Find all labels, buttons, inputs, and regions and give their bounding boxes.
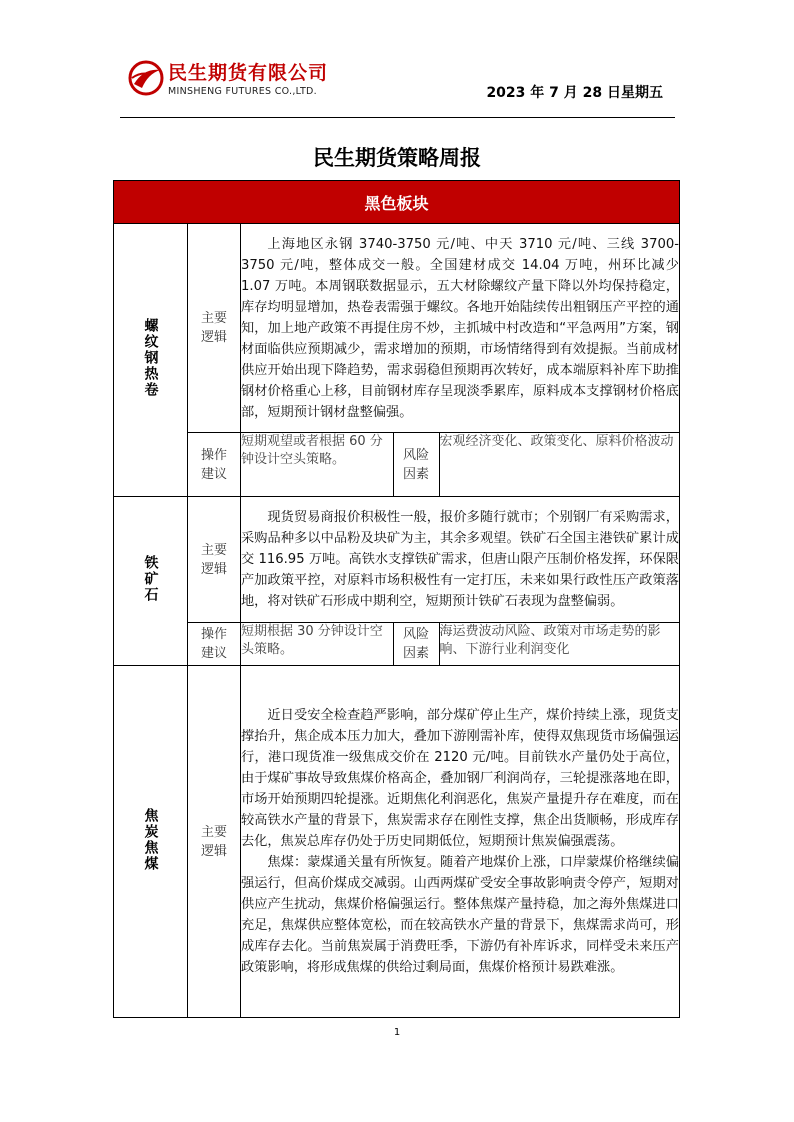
- company-name-cn: 民生期货有限公司: [168, 62, 329, 84]
- risk-text: 海运费波动风险、政策对市场走势的影响、下游行业利润变化: [439, 623, 679, 665]
- section-banner: 黑色板块: [114, 181, 680, 224]
- op-risk-row: [241, 623, 679, 665]
- risk-label: 风险因素: [393, 623, 439, 665]
- company-logo: [128, 58, 368, 102]
- page-number: 1: [393, 1027, 401, 1038]
- company-name-en: MINSHENG FUTURES CO.,LTD.: [168, 86, 317, 97]
- main-logic-label: 主要逻辑: [188, 497, 241, 623]
- op-risk-row: [241, 433, 679, 496]
- header-divider: [120, 117, 675, 118]
- main-logic-label: 主要逻辑: [188, 666, 241, 1018]
- product-name: 螺纹钢热卷: [142, 318, 159, 398]
- swoosh-logo-icon: [128, 60, 164, 96]
- operation-text: 短期根据 30 分钟设计空头策略。: [241, 624, 383, 657]
- report-title: 民生期货策略周报: [313, 146, 481, 170]
- main-logic-label: 主要逻辑: [188, 224, 241, 433]
- product-name: 焦炭焦煤: [142, 807, 159, 872]
- strategy-table: [113, 180, 680, 1018]
- product-name: 铁矿石: [142, 555, 159, 603]
- risk-text: 宏观经济变化、政策变化、原料价格波动: [439, 433, 679, 496]
- report-date: 2023 年 7 月 28 日星期五: [486, 85, 663, 101]
- product-cell-ore: [114, 497, 188, 666]
- operation-text: 短期观望或者根据 60 分钟设计空头策略。: [241, 434, 383, 467]
- product-cell-steel: [114, 224, 188, 497]
- product-cell-coke: [114, 666, 188, 1018]
- operation-label: 操作建议: [188, 433, 241, 497]
- main-logic-text: 近日受安全检查趋严影响，部分煤矿停止生产，煤价持续上涨，现货支撑抬升，焦企成本压力加大，叠加下游刚需补库，使得双焦现货市场偏强运行，港口现货准一级焦成交价在 2120 元/吨。目前铁水产量仍处于高位，由于煤矿事故导致焦煤价格高企，叠加钢厂利润尚存，三轮提涨落地在即，市场开始预期四轮提涨。近期焦化利润恶化，焦炭产量提升存在难度，而在较高铁水产量的背景下，焦炭需求存在刚性支撑，焦企出货顺畅，形成库存去化，焦炭总库存仍处于历史同期低位，短期预计焦炭偏强震荡。 焦煤：蒙煤通关量有所恢复。随着产地煤价上涨，口岸蒙煤价格继续偏强运行，但高价煤成交减弱。山西两煤矿受安全事故影响责令停产，短期对供应产生扰动，焦煤价格偏强运行。整体焦煤产量持稳，加之海外焦煤进口充足，焦煤供应整体宽松，而在较高铁水产量的背景下，焦煤需求尚可，形成库存去化。当前焦炭属于消费旺季，下游仍有补库诉求，同样受未来压产政策影响，将形成焦煤的供给过剩局面，焦煤价格预计易跌难涨。: [241, 666, 680, 1018]
- main-logic-text: 上海地区永钢 3740-3750 元/吨、中天 3710 元/吨、三线 3700-3750 元/吨，整体成交一般。全国建材成交 14.04 万吨，州环比减少 1.07 万吨。本周钢联数据显示，五大材除螺纹产量下降以外均保持稳定，库存均明显增加，热卷表需强于螺纹。各地开始陆续传出粗钢压产平控的通知，加上地产政策不再提住房不炒，主抓城中村改造和“平急两用”方案，钢材面临供应预期减少，需求增加的预期，市场情绪得到有效提振。当前成材供应开始出现下降趋势，需求弱稳但预期再次转好，成本端原料补库下助推钢材价格重心上移，目前钢材库存呈现淡季累库，原料成本支撑钢材价格底部，短期预计钢材盘整偏强。: [241, 224, 680, 433]
- risk-label: 风险因素: [393, 433, 439, 496]
- operation-label: 操作建议: [188, 623, 241, 666]
- main-logic-text: 现货贸易商报价积极性一般，报价多随行就市；个别钢厂有采购需求，采购品种多以中品粉及块矿为主，其余多观望。铁矿石全国主港铁矿累计成交 116.95 万吨。高铁水支撑铁矿需求，但唐山限产压制价格发挥，环保限产加政策平控，对原料市场积极性有一定打压，未来如果行政性压产政策落地，将对铁矿石形成中期利空，短期预计铁矿石表现为盘整偏弱。: [241, 497, 680, 623]
